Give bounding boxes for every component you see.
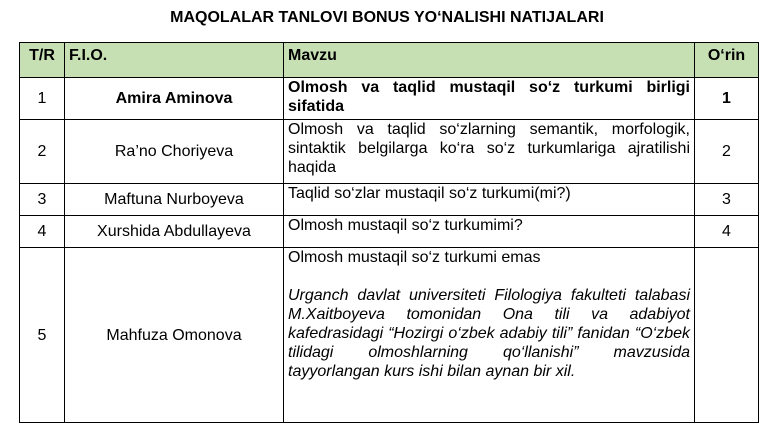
row-name: Mahfuza Omonova [65,248,284,423]
table-row [20,216,759,248]
table-row [20,78,759,120]
page-title: MAQOLALAR TANLOVI BONUS YO‘NALISHI NATIJALARI [170,9,604,26]
row-place: 1 [695,78,759,120]
row-name: Ra’no Choriyeva [65,120,284,184]
row-topic-cell [284,248,695,423]
row-topic: Olmosh va taqlid mustaqil so‘z turkumi birligi sifatida [284,78,695,120]
row-note: Urganch davlat universiteti Filologiya fakulteti talabasi M.Xaitboyeva tomonidan Ona tili va adabiyot kafedrasidagi “Hozirgi o‘zbek adabiy tili” fanidan “O‘zbek tilidagi olmoshlarning qo‘llanishi” mavzusida tayyorlangan kurs ishi bilan aynan bir xil. [288,287,690,380]
row-number: 3 [20,184,65,216]
table-row [20,248,759,423]
table-row [20,184,759,216]
row-topic: Olmosh va taqlid so‘zlarning semantik, morfologik, sintaktik belgilarga ko‘ra so‘z turkumlariga ajratilishi haqida [284,120,695,184]
header-place: O‘rin [695,43,759,78]
header-row [20,43,759,78]
header-name: F.I.O. [65,43,284,78]
row-number: 1 [20,78,65,120]
row-topic: Taqlid so‘zlar mustaqil so‘z turkumi(mi?) [284,184,695,216]
row-name: Xurshida Abdullayeva [65,216,284,248]
row-place [695,248,759,423]
results-table [19,42,759,423]
row-number: 5 [20,248,65,423]
table-row [20,120,759,184]
row-topic: Olmosh mustaqil so‘z turkumimi? [284,216,695,248]
header-topic: Mavzu [284,43,695,78]
row-place: 2 [695,120,759,184]
row-topic: Olmosh mustaqil so‘z turkumi emas [288,249,541,266]
row-place: 3 [695,184,759,216]
row-name: Maftuna Nurboyeva [65,184,284,216]
row-name: Amira Aminova [65,78,284,120]
header-no: T/R [20,43,65,78]
row-place: 4 [695,216,759,248]
row-number: 2 [20,120,65,184]
row-number: 4 [20,216,65,248]
